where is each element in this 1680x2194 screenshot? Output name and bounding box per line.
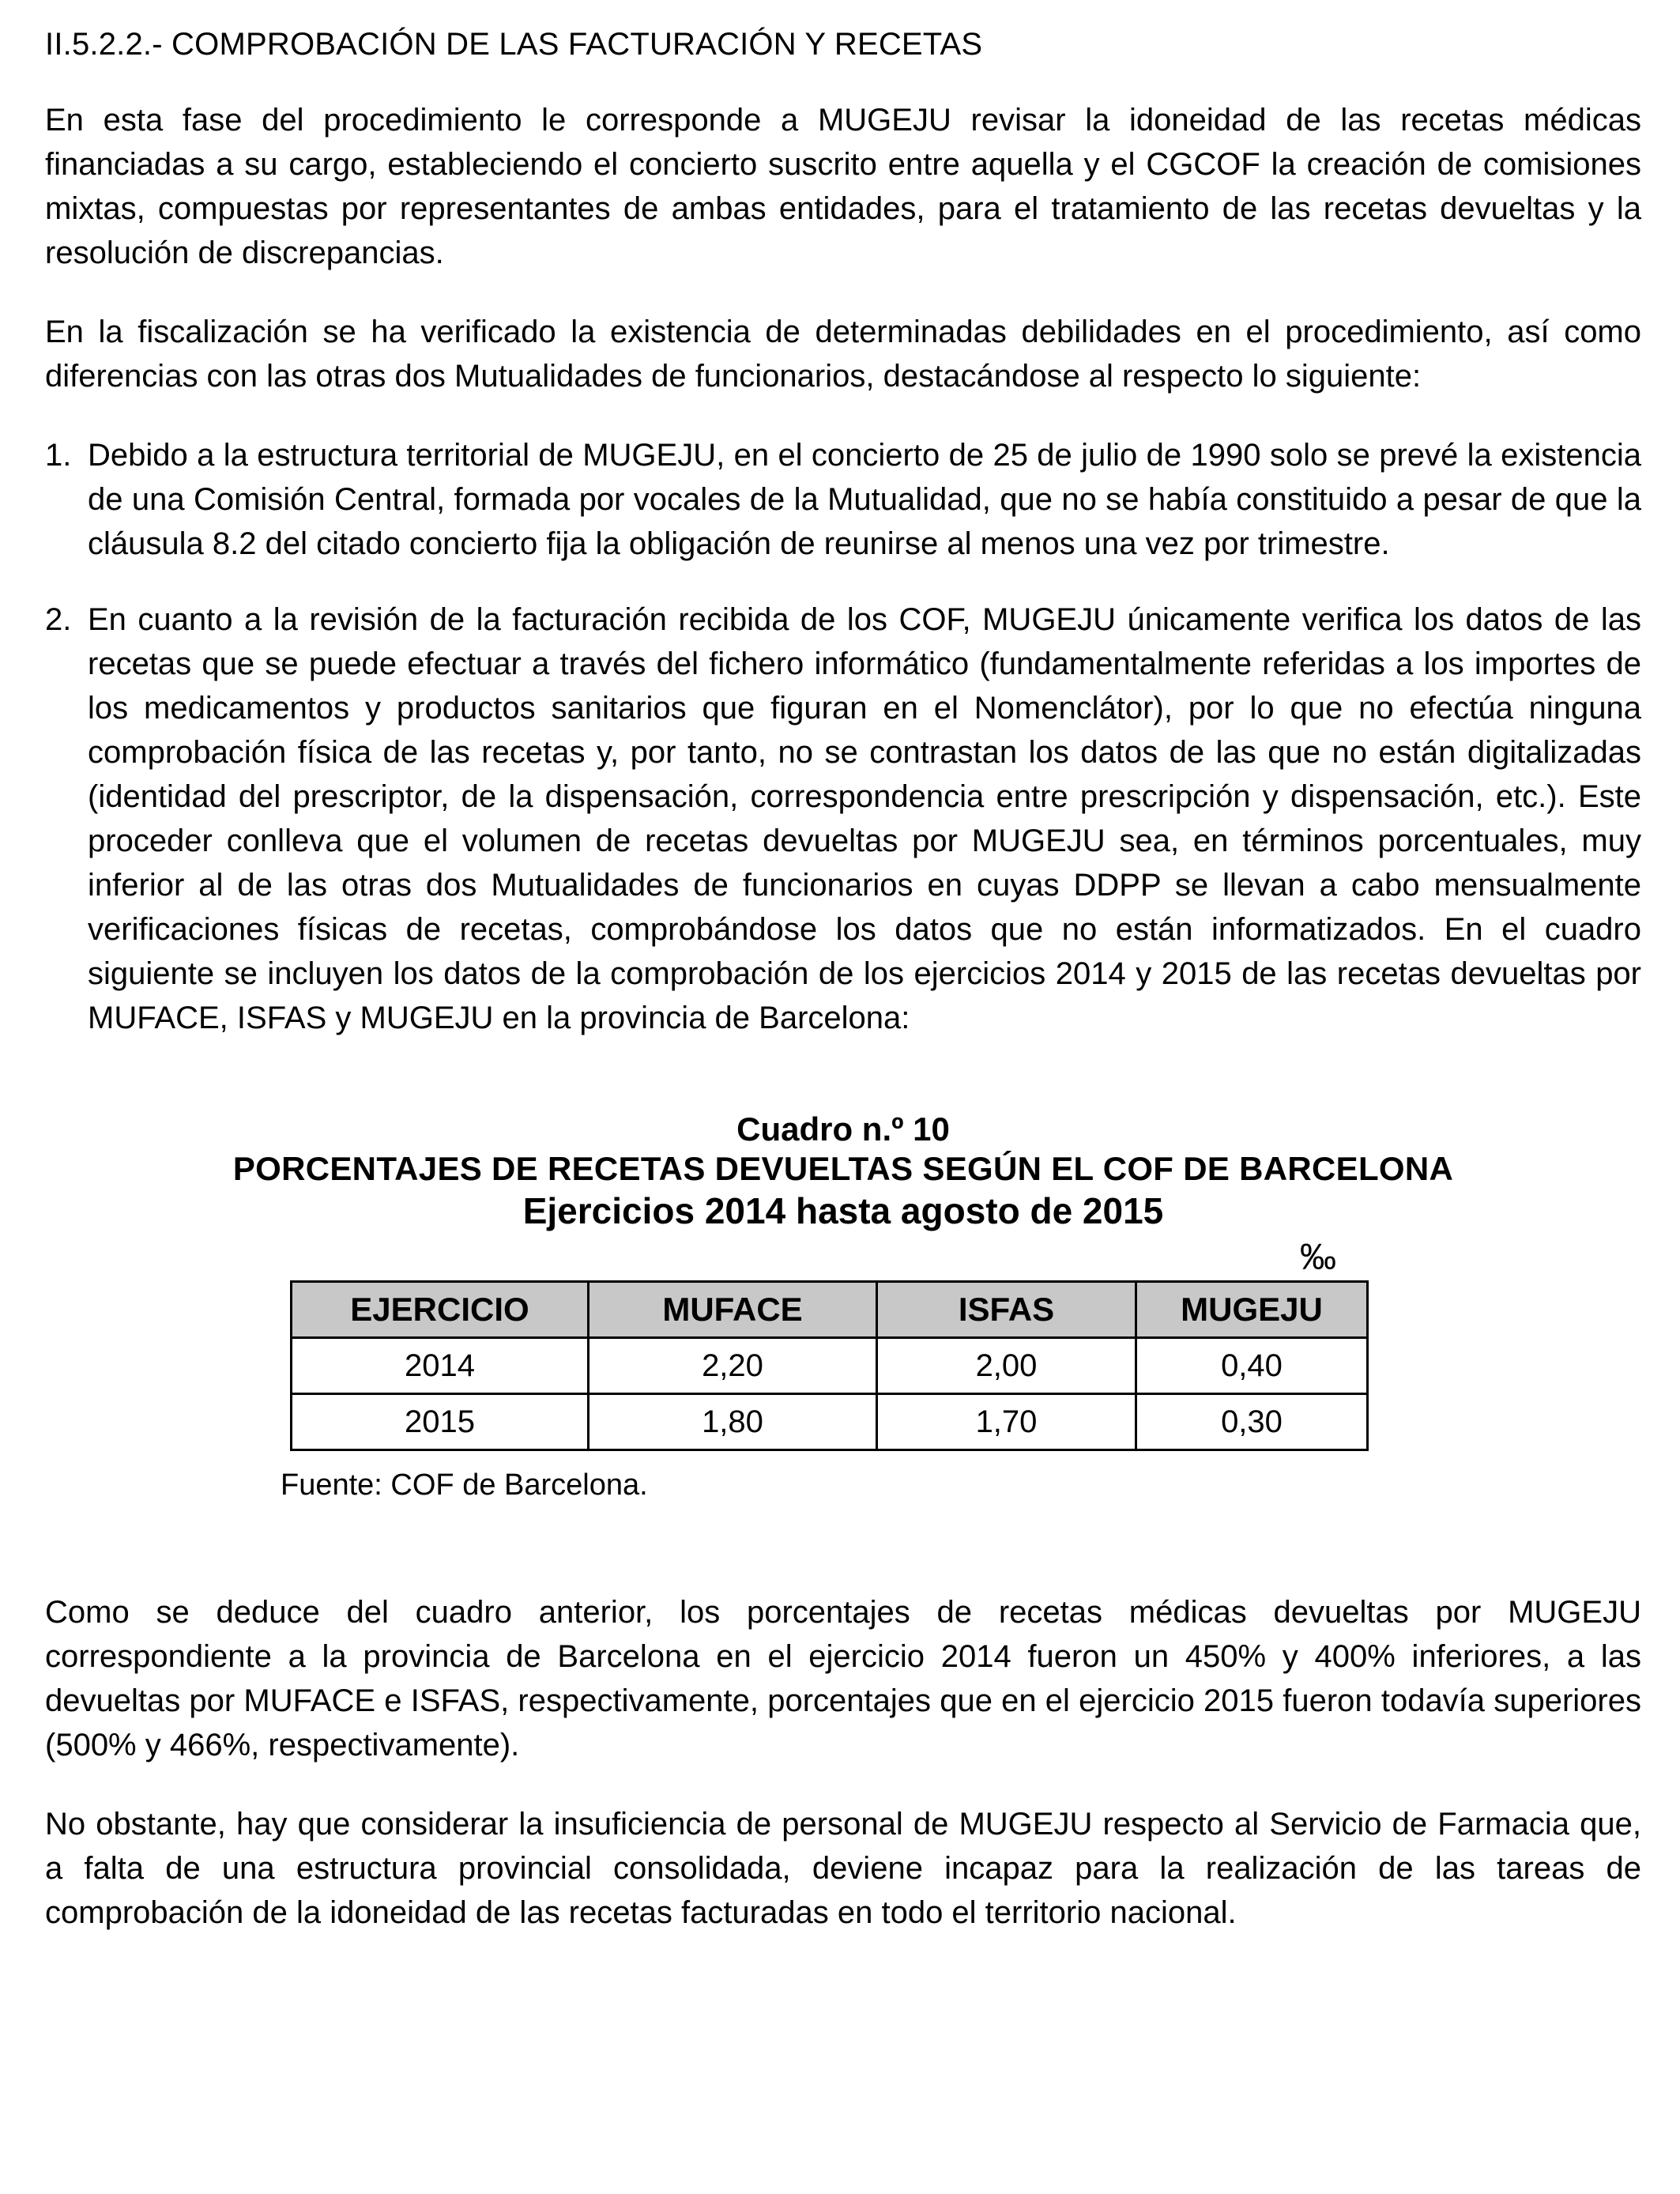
list-item-text: Debido a la estructura territorial de MUGEJU, en el concierto de 25 de julio de 1990 solo se prevé la existencia de una Comisión Central, formada por vocales de la Mutualidad, que no se había constituido a pesar de que la cláusula 8.2 del citado concierto fija la obligación de reunirse al menos una vez por trimestre.	[88, 438, 1641, 561]
cell-mugeju: 0,30	[1136, 1394, 1368, 1450]
cell-mugeju: 0,40	[1136, 1338, 1368, 1394]
data-table	[290, 1280, 1369, 1451]
list-item	[45, 433, 1641, 566]
unit-row	[45, 1233, 1641, 1280]
table-source: Fuente: COF de Barcelona.	[281, 1468, 648, 1502]
cell-muface: 1,80	[589, 1394, 877, 1450]
conclusion-section	[45, 1590, 1641, 1935]
conclusion-paragraph-2: No obstante, hay que considerar la insuficiencia de personal de MUGEJU respecto al Servicio de Farmacia que, a falta de una estructura provincial consolidada, deviene incapaz para la realización de las tareas de comprobación de la idoneidad de las recetas facturadas en todo el territorio nacional.	[45, 1807, 1641, 1930]
list-item-number: 2.	[45, 602, 72, 637]
table-caption-title: PORCENTAJES DE RECETAS DEVUELTAS SEGÚN EL COF DE BARCELONA	[232, 1150, 1454, 1187]
table-caption-number: Cuadro n.º 10	[736, 1110, 950, 1148]
table-row	[292, 1338, 1368, 1394]
list-item	[45, 598, 1641, 1040]
cell-ejercicio: 2014	[292, 1338, 589, 1394]
header-ejercicio: EJERCICIO	[292, 1282, 589, 1338]
list-item-number: 1.	[45, 438, 72, 473]
cell-ejercicio: 2015	[292, 1394, 589, 1450]
conclusion-paragraph-1: Como se deduce del cuadro anterior, los porcentajes de recetas médicas devueltas por MUGEJU correspondiente a la provincia de Barcelona en el ejercicio 2014 fueron un 450% y 400% inferiores, a las devueltas por MUFACE e ISFAS, respectivamente, porcentajes que en el ejercicio 2015 fueron todavía superiores (500% y 466%, respectivamente).	[45, 1595, 1641, 1762]
cell-isfas: 1,70	[877, 1394, 1136, 1450]
list-item-text: En cuanto a la revisión de la facturación recibida de los COF, MUGEJU únicamente verifica los datos de las recetas que se puede efectuar a través del fichero informático (fundamentalmente referidas a los importes de los medicamentos y productos sanitarios que figuran en el Nomenclátor), por lo que no efectúa ninguna comprobación física de las recetas y, por tanto, no se contrastan los datos de las que no están digitalizadas (identidad del prescriptor, de la dispensación, correspondencia entre prescripción y dispensación, etc.). Este proceder conlleva que el volumen de recetas devueltas por MUGEJU sea, en términos porcentuales, muy inferior al de las otras dos Mutualidades de funcionarios en cuyas DDPP se llevan a cabo mensualmente verificaciones físicas de recetas, comprobándose los datos que no están informatizados. En el cuadro siguiente se incluyen los datos de la comprobación de los ejercicios 2014 y 2015 de las recetas devueltas por MUFACE, ISFAS y MUGEJU en la provincia de Barcelona:	[88, 602, 1641, 1035]
table-block	[45, 1110, 1641, 1505]
cell-isfas: 2,00	[877, 1338, 1136, 1394]
numbered-list	[45, 433, 1641, 1040]
document-page	[45, 22, 1641, 1970]
header-mugeju: MUGEJU	[1136, 1282, 1368, 1338]
cell-muface: 2,20	[589, 1338, 877, 1394]
table-header-row	[292, 1282, 1368, 1338]
intro-paragraph-2: En la fiscalización se ha verificado la existencia de determinadas debilidades en el procedimiento, así como diferencias con las otras dos Mutualidades de funcionarios, destacándose al respecto lo siguiente:	[45, 315, 1641, 394]
header-muface: MUFACE	[589, 1282, 877, 1338]
section-heading: II.5.2.2.- COMPROBACIÓN DE LAS FACTURACIÓN Y RECETAS	[45, 27, 983, 62]
header-isfas: ISFAS	[877, 1282, 1136, 1338]
table-unit: ‰	[1300, 1236, 1336, 1277]
table-caption-period: Ejercicios 2014 hasta agosto de 2015	[522, 1190, 1164, 1231]
intro-paragraph-1: En esta fase del procedimiento le corresponde a MUGEJU revisar la idoneidad de las recetas médicas financiadas a su cargo, estableciendo el concierto suscrito entre aquella y el CGCOF la creación de comisiones mixtas, compuestas por representantes de ambas entidades, para el tratamiento de las recetas devueltas y la resolución de discrepancias.	[45, 103, 1641, 270]
table-row	[292, 1394, 1368, 1450]
